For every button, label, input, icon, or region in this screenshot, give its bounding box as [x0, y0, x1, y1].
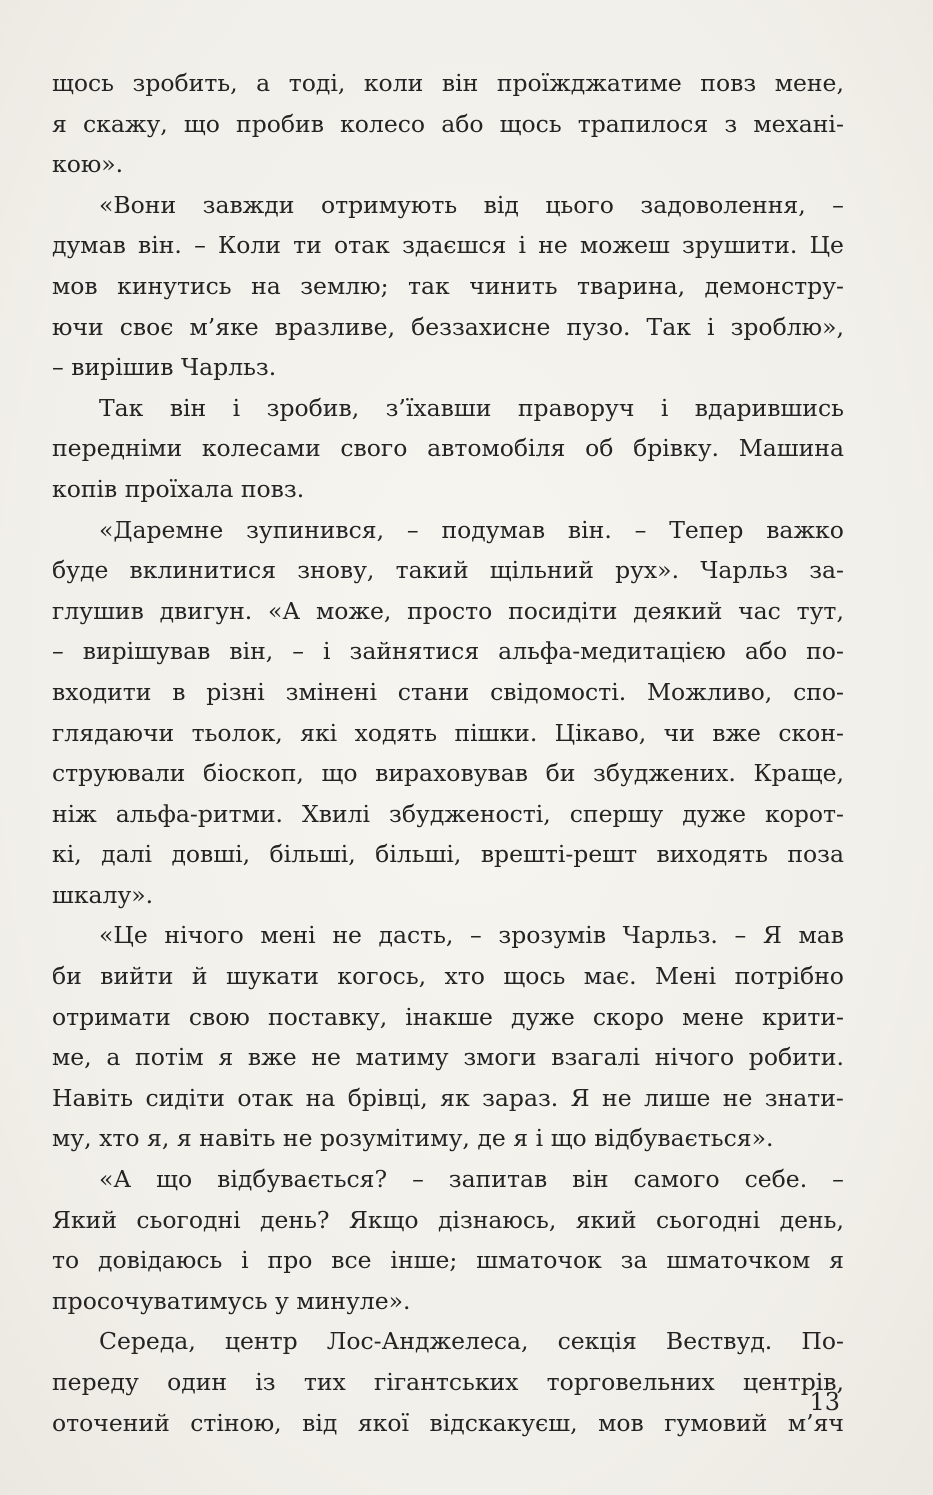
- text-line: Навіть сидіти отак на брівці, як зараз. Я не лише не знати-: [52, 1083, 844, 1112]
- text-line: би вийти й шукати когось, хто щось має. Мені потрібно: [52, 962, 844, 991]
- text-line: кою».: [52, 150, 124, 179]
- text-line: копів проїхала повз.: [52, 474, 305, 503]
- text-line: «Вони завжди отримують від цього задоволення, –: [99, 190, 844, 219]
- text-line: то довідаюсь і про все інше; шматочок за шматочком я: [52, 1246, 844, 1275]
- text-line: Так він і зробив, з’їхавши праворуч і вдарившись: [99, 393, 844, 422]
- text-line: мов кинутись на землю; так чинить тварина, демонстру-: [52, 271, 844, 300]
- text-line: щось зробить, а тоді, коли він проїжджатиме повз мене,: [52, 69, 844, 97]
- text-line: ючи своє м’яке вразливе, беззахисне пузо. Так і зроблю»,: [52, 312, 844, 341]
- text-line: Який сьогодні день? Якщо дізнаюсь, який сьогодні день,: [52, 1205, 844, 1234]
- text-line: ме, а потім я вже не матиму змоги взагалі нічого робити.: [52, 1043, 844, 1072]
- text-line: думав він. – Коли ти отак здаєшся і не можеш зрушити. Це: [52, 231, 844, 260]
- text-line: ніж альфа-ритми. Хвилі збудженості, спершу дуже корот-: [52, 799, 844, 828]
- text-line: отримати свою поставку, інакше дуже скоро мене крити-: [52, 1002, 844, 1031]
- text-line: «Це нічого мені не дасть, – зрозумів Чарльз. – Я мав: [99, 921, 844, 950]
- text-line: глушив двигун. «А може, просто посидіти деякий час тут,: [52, 596, 844, 625]
- text-line: Середа, центр Лос-Анджелеса, секція Вествуд. По-: [99, 1327, 844, 1356]
- text-line: шкалу».: [52, 880, 154, 909]
- text-line: переду один із тих гігантських торговельних центрів,: [52, 1368, 844, 1396]
- text-line: – вирішив Чарльз.: [52, 353, 277, 382]
- text-line: струювали біоскоп, що вираховував би збуджених. Краще,: [52, 759, 844, 788]
- text-line: «Даремне зупинився, – подумав він. – Тепер важко: [99, 515, 844, 544]
- text-line: кі, далі довші, більші, більші, врешті-решт виходять поза: [52, 840, 844, 869]
- text-line: входити в різні змінені стани свідомості. Можливо, спо-: [52, 677, 844, 706]
- text-line: я скажу, що пробив колесо або щось трапилося з механі-: [52, 109, 844, 138]
- text-line: просочуватимусь у минуле».: [52, 1286, 411, 1315]
- text-line: оточений стіною, від якої відскакуєш, мов гумовий м’яч: [52, 1408, 844, 1437]
- text-line: «А що відбувається? – запитав він самого себе. –: [99, 1165, 844, 1194]
- text-line: передніми колесами свого автомобіля об брівку. Машина: [52, 434, 844, 463]
- text-line: – вирішував він, – і зайнятися альфа-медитацією або по-: [52, 637, 844, 666]
- text-line: му, хто я, я навіть не розумітиму, де я і що відбувається».: [52, 1124, 774, 1153]
- text-line: глядаючи тьолок, які ходять пішки. Цікаво, чи вже скон-: [52, 718, 844, 747]
- body-text: [52, 63, 844, 1443]
- page-number: 13: [809, 1388, 840, 1416]
- text-line: буде вклинитися знову, такий щільний рух». Чарльз за-: [52, 556, 844, 585]
